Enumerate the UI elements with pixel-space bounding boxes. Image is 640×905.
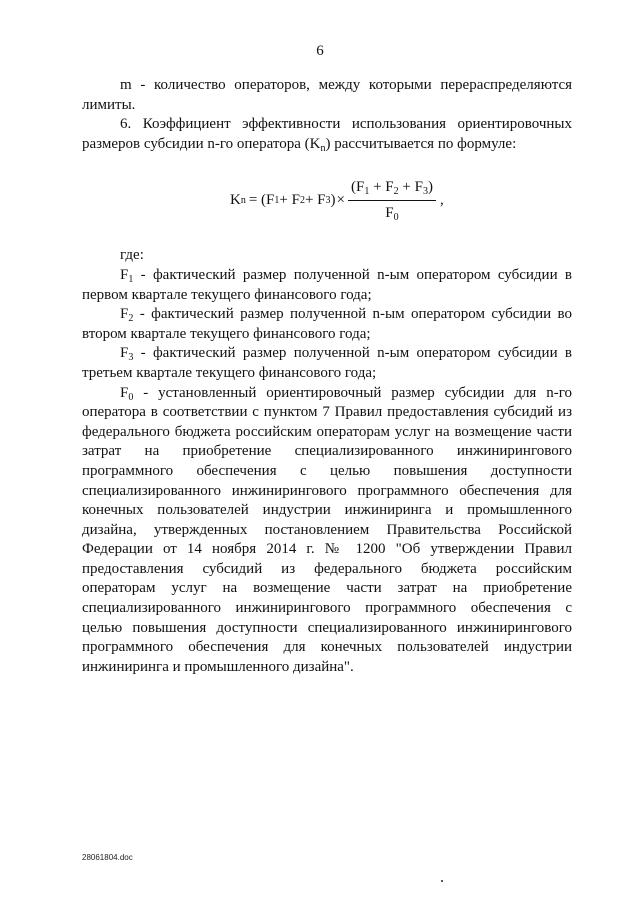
scan-dot	[441, 880, 443, 882]
definition-f1: $F_1$ - фактический размер полученной n-ым оператором субсидии в первом квартале текущего финансового года;	[82, 266, 572, 303]
definition-f0: $F_0$ - установленный ориентировочный размер субсидии для n-го оператора в соответствии с пунктом 7 Правил предоставления субсидий из федерального бюджета российским операторам услуг на возмещение части затрат на приобретение специализированного инжинирингового программного обеспечения с целью повышения доступности специализированного инжинирингового программного обеспечения для конечных пользователей индустрии инжиниринга и промышленного дизайна, утвержденных постановлением Правительства Российской Федерации от 14 ноября 2014 г. № 1200 "Об утверждении Правил предоставления субсидий из федерального бюджета российским операторам услуг на возмещение части затрат на приобретение специализированного инжинирингового программного обеспечения с целью повышения доступности специализированного инжинирингового программного обеспечения для конечных пользователей индустрии инжиниринга и промышленного дизайна".	[82, 384, 572, 675]
document-body	[82, 76, 572, 677]
fraction-numerator: $(F_1 + F_2 + F_3)$	[348, 178, 436, 201]
page-number: 6	[316, 43, 324, 59]
fraction-denominator: $F_0$	[385, 204, 399, 223]
formula-fraction	[348, 178, 436, 223]
definition-f2: $F_2$ - фактический размер полученной n-ым оператором субсидии во втором квартале текущего финансового года;	[82, 306, 572, 342]
footer-filename: 28061804.doc	[82, 853, 133, 862]
formula: K n = (F 1 + F 2 + F 3 ) × $\frac{(F_1 + F_2 + F_3)}{F_0}$ ,	[230, 179, 444, 223]
item-6-paragraph: 6. Коэффициент эффективности использования ориентировочных размеров субсидии n-го оператора $(K_n)$ рассчитывается по формуле:	[82, 116, 572, 154]
where-label: где:	[120, 247, 144, 264]
m-definition: m - количество операторов, между которыми перераспределяются лимиты.	[82, 77, 572, 113]
definition-f3: $F_3$ - фактический размер полученной n-ым оператором субсидии в третьем квартале текущего финансового года;	[82, 345, 572, 381]
